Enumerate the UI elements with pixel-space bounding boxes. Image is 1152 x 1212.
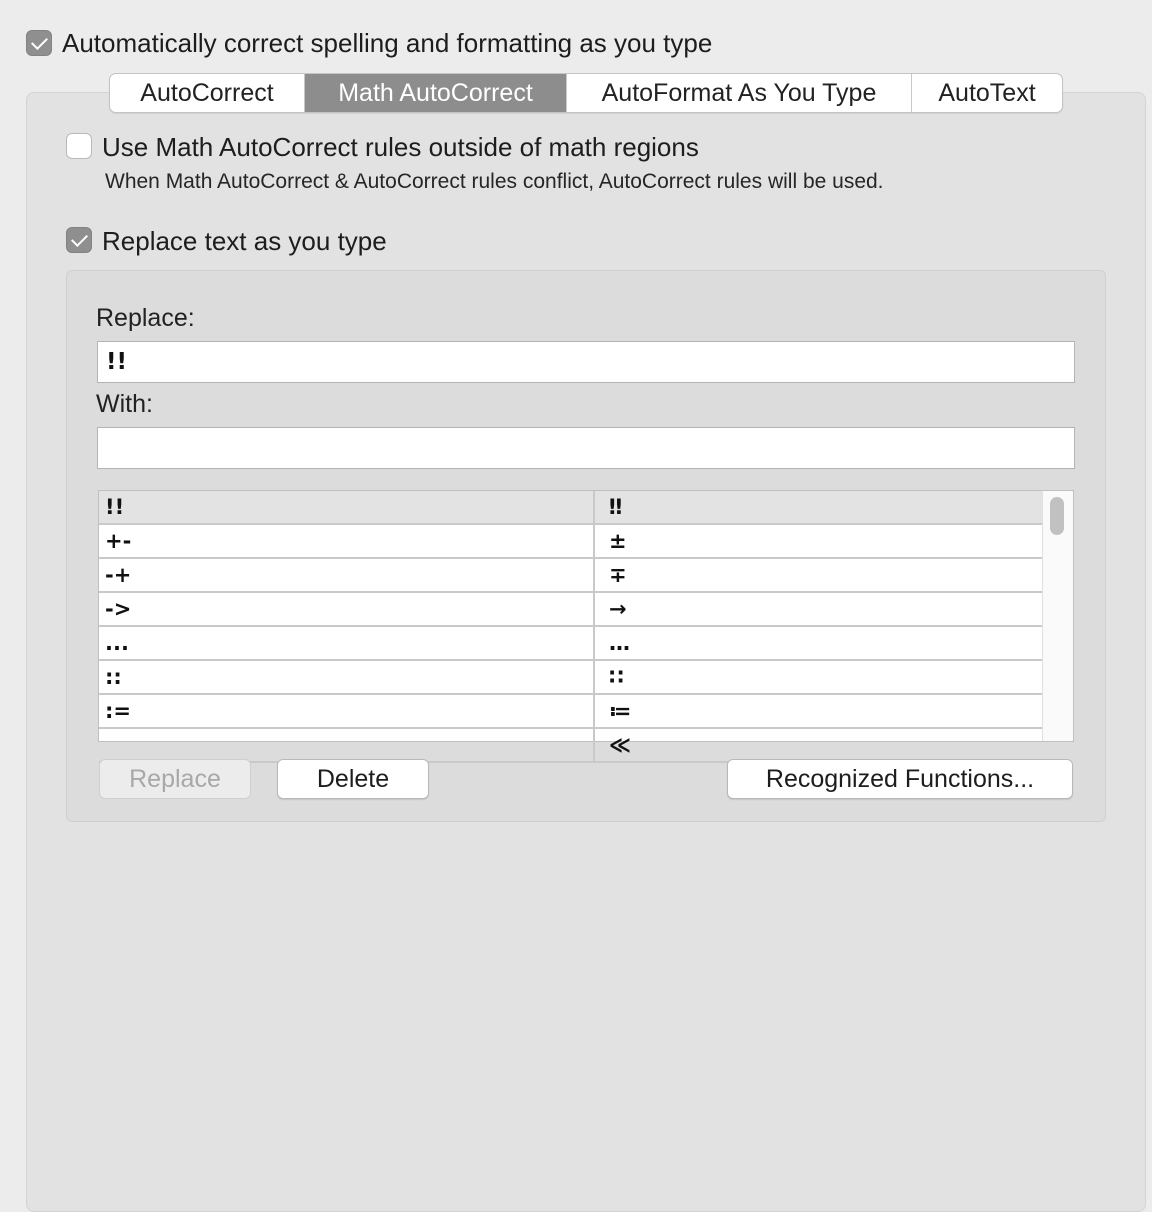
replace-cell: -> bbox=[99, 593, 595, 625]
replace-as-type-label: Replace text as you type bbox=[102, 226, 387, 256]
table-row[interactable] bbox=[99, 559, 1042, 593]
math-outside-checkbox[interactable] bbox=[66, 133, 92, 159]
with-cell: … bbox=[609, 631, 630, 655]
with-cell: ∓ bbox=[609, 563, 627, 587]
with-field-label: With: bbox=[96, 390, 153, 418]
conflict-note: When Math AutoCorrect & AutoCorrect rules conflict, AutoCorrect rules will be used. bbox=[105, 170, 884, 193]
with-cell: ‼ bbox=[609, 495, 623, 519]
with-cell: → bbox=[609, 597, 627, 621]
replace-cell: !! bbox=[99, 491, 595, 523]
tab-math-autocorrect[interactable]: Math AutoCorrect bbox=[305, 74, 567, 112]
table-row[interactable] bbox=[99, 661, 1042, 695]
with-cell: ± bbox=[609, 529, 627, 553]
with-input[interactable] bbox=[97, 427, 1075, 469]
replace-cell: := bbox=[99, 695, 595, 727]
tab-bar bbox=[109, 73, 1063, 113]
checkmark-icon bbox=[71, 230, 88, 247]
replace-cell bbox=[99, 729, 595, 761]
replacement-table[interactable] bbox=[98, 490, 1074, 757]
table-row[interactable] bbox=[99, 729, 1042, 763]
with-cell: ≪ bbox=[609, 733, 631, 757]
auto-correct-label: Automatically correct spelling and formatting as you type bbox=[62, 28, 713, 58]
tab-autotext[interactable]: AutoText bbox=[938, 78, 1036, 107]
replace-input[interactable] bbox=[97, 341, 1075, 383]
recognized-functions-button[interactable]: Recognized Functions... bbox=[727, 759, 1073, 799]
checkmark-icon bbox=[31, 33, 48, 50]
replace-cell: +- bbox=[99, 525, 595, 557]
delete-button[interactable]: Delete bbox=[277, 759, 429, 799]
replace-as-type-checkbox[interactable] bbox=[66, 227, 92, 253]
tab-autocorrect[interactable]: AutoCorrect bbox=[110, 74, 305, 112]
auto-correct-checkbox[interactable] bbox=[26, 30, 52, 56]
table-scrollbar[interactable] bbox=[1042, 491, 1073, 741]
scrollbar-thumb[interactable] bbox=[1050, 497, 1064, 535]
replace-cell: :: bbox=[99, 661, 595, 693]
table-row[interactable] bbox=[99, 695, 1042, 729]
replace-cell: -+ bbox=[99, 559, 595, 591]
replace-button[interactable]: Replace bbox=[99, 759, 251, 799]
table-row[interactable] bbox=[99, 593, 1042, 627]
replace-cell: ... bbox=[99, 627, 595, 659]
with-cell: ≔ bbox=[609, 699, 632, 723]
table-row[interactable] bbox=[99, 627, 1042, 661]
with-cell: ∷ bbox=[609, 665, 624, 689]
replace-field-label: Replace: bbox=[96, 304, 195, 332]
tab-autoformat-as-you-type[interactable]: AutoFormat As You Type bbox=[567, 74, 912, 112]
table-row[interactable] bbox=[99, 491, 1042, 525]
table-row[interactable] bbox=[99, 525, 1042, 559]
math-outside-label: Use Math AutoCorrect rules outside of math regions bbox=[102, 132, 699, 162]
